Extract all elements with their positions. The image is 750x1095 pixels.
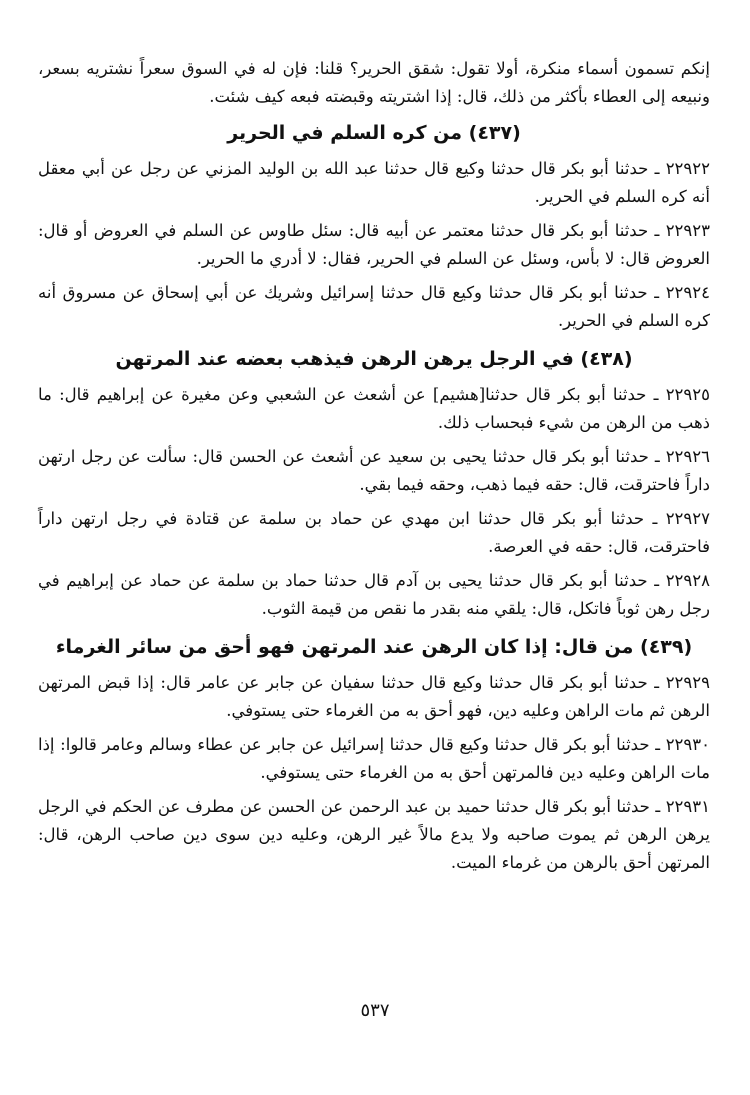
page-body	[38, 55, 710, 877]
hadith-paragraph: ٢٢٩٢٢ ـ حدثنا أبو بكر قال حدثنا وكيع قال حدثنا عبد الله بن الوليد المزني عن رجل عن أبي معقل أنه كره السلم في الحرير.	[38, 159, 710, 206]
hadith-paragraph: ٢٢٩٢٦ ـ حدثنا أبو بكر قال حدثنا يحيى بن سعيد عن أشعث عن الحسن قال: سألت عن رجل ارتهن داراً فاحترقت، قال: حقه فيما ذهب، وحقه فيما بقي.	[38, 447, 710, 494]
hadith-paragraph: ٢٢٩٢٥ ـ حدثنا أبو بكر قال حدثنا[هشيم] عن أشعث عن الشعبي وعن مغيرة عن إبراهيم قال: ما ذهب من الرهن من شيء فبحساب ذلك.	[38, 385, 710, 432]
section-438	[38, 345, 710, 623]
hadith-paragraph: ٢٢٩٢٩ ـ حدثنا أبو بكر قال حدثنا وكيع قال حدثنا سفيان عن جابر عن عامر قال: إذا قبض المرتهن الرهن ثم مات الراهن وعليه دين، فهو أحق به من الغرماء حتى يستوفي.	[38, 673, 710, 720]
hadith-paragraph: ٢٢٩٢٧ ـ حدثنا أبو بكر قال حدثنا ابن مهدي عن حماد بن سلمة عن قتادة في رجل ارتهن داراً فاحترقت، قال: حقه في العرصة.	[38, 509, 710, 556]
intro-paragraph: إنكم تسمون أسماء منكرة، أولا تقول: شقق الحرير؟ قلنا: فإن له في السوق سعراً نشتريه بسعر، ونبيعه إلى العطاء بأكثر من ذلك، قال: إذا اشتريته وقبضته فبعه كيف شئت.	[38, 59, 710, 106]
hadith-paragraph: ٢٢٩٢٨ ـ حدثنا أبو بكر قال حدثنا يحيى بن آدم قال حدثنا حماد بن سلمة عن حماد عن إبراهيم في رجل رهن ثوباً فاتكل، قال: يلقي منه بقدر ما نقص من قيمة الثوب.	[38, 571, 710, 618]
section-heading: (٤٣٧) من كره السلم في الحرير	[227, 122, 521, 144]
section-heading: (٤٣٨) في الرجل يرهن الرهن فيذهب بعضه عند المرتهن	[115, 348, 633, 370]
page-number: ٥٣٧	[360, 1000, 390, 1021]
section-439	[38, 633, 710, 877]
hadith-paragraph: ٢٢٩٢٣ ـ حدثنا أبو بكر قال حدثنا معتمر عن أبيه قال: سئل طاوس عن السلم في العروض أو قال: العروض قال: لا بأس، وسئل عن السلم في الحرير، فقال: لا أدري ما الحرير.	[38, 221, 710, 268]
section-437	[38, 119, 710, 335]
hadith-paragraph: ٢٢٩٣١ ـ حدثنا أبو بكر قال حدثنا حميد بن عبد الرحمن عن الحسن عن مطرف عن الحكم في الرجل يرهن الرهن ثم يموت صاحبه ولا يدع مالاً غير الرهن، وعليه دين سوى دين صاحب الرهن، قال: المرتهن أحق بالرهن من غرماء الميت.	[38, 797, 710, 872]
hadith-paragraph: ٢٢٩٣٠ ـ حدثنا أبو بكر قال حدثنا وكيع قال حدثنا إسرائيل عن جابر عن عطاء وسالم وعامر قالوا: إذا مات الراهن وعليه دين فالمرتهن أحق به من الغرماء حتى يستوفي.	[38, 735, 710, 782]
hadith-paragraph: ٢٢٩٢٤ ـ حدثنا أبو بكر قال حدثنا وكيع قال حدثنا إسرائيل وشريك عن أبي إسحاق عن مسروق أنه كره السلم في الحرير.	[38, 283, 710, 330]
section-heading: (٤٣٩) من قال: إذا كان الرهن عند المرتهن فهو أحق من سائر الغرماء	[55, 636, 693, 658]
